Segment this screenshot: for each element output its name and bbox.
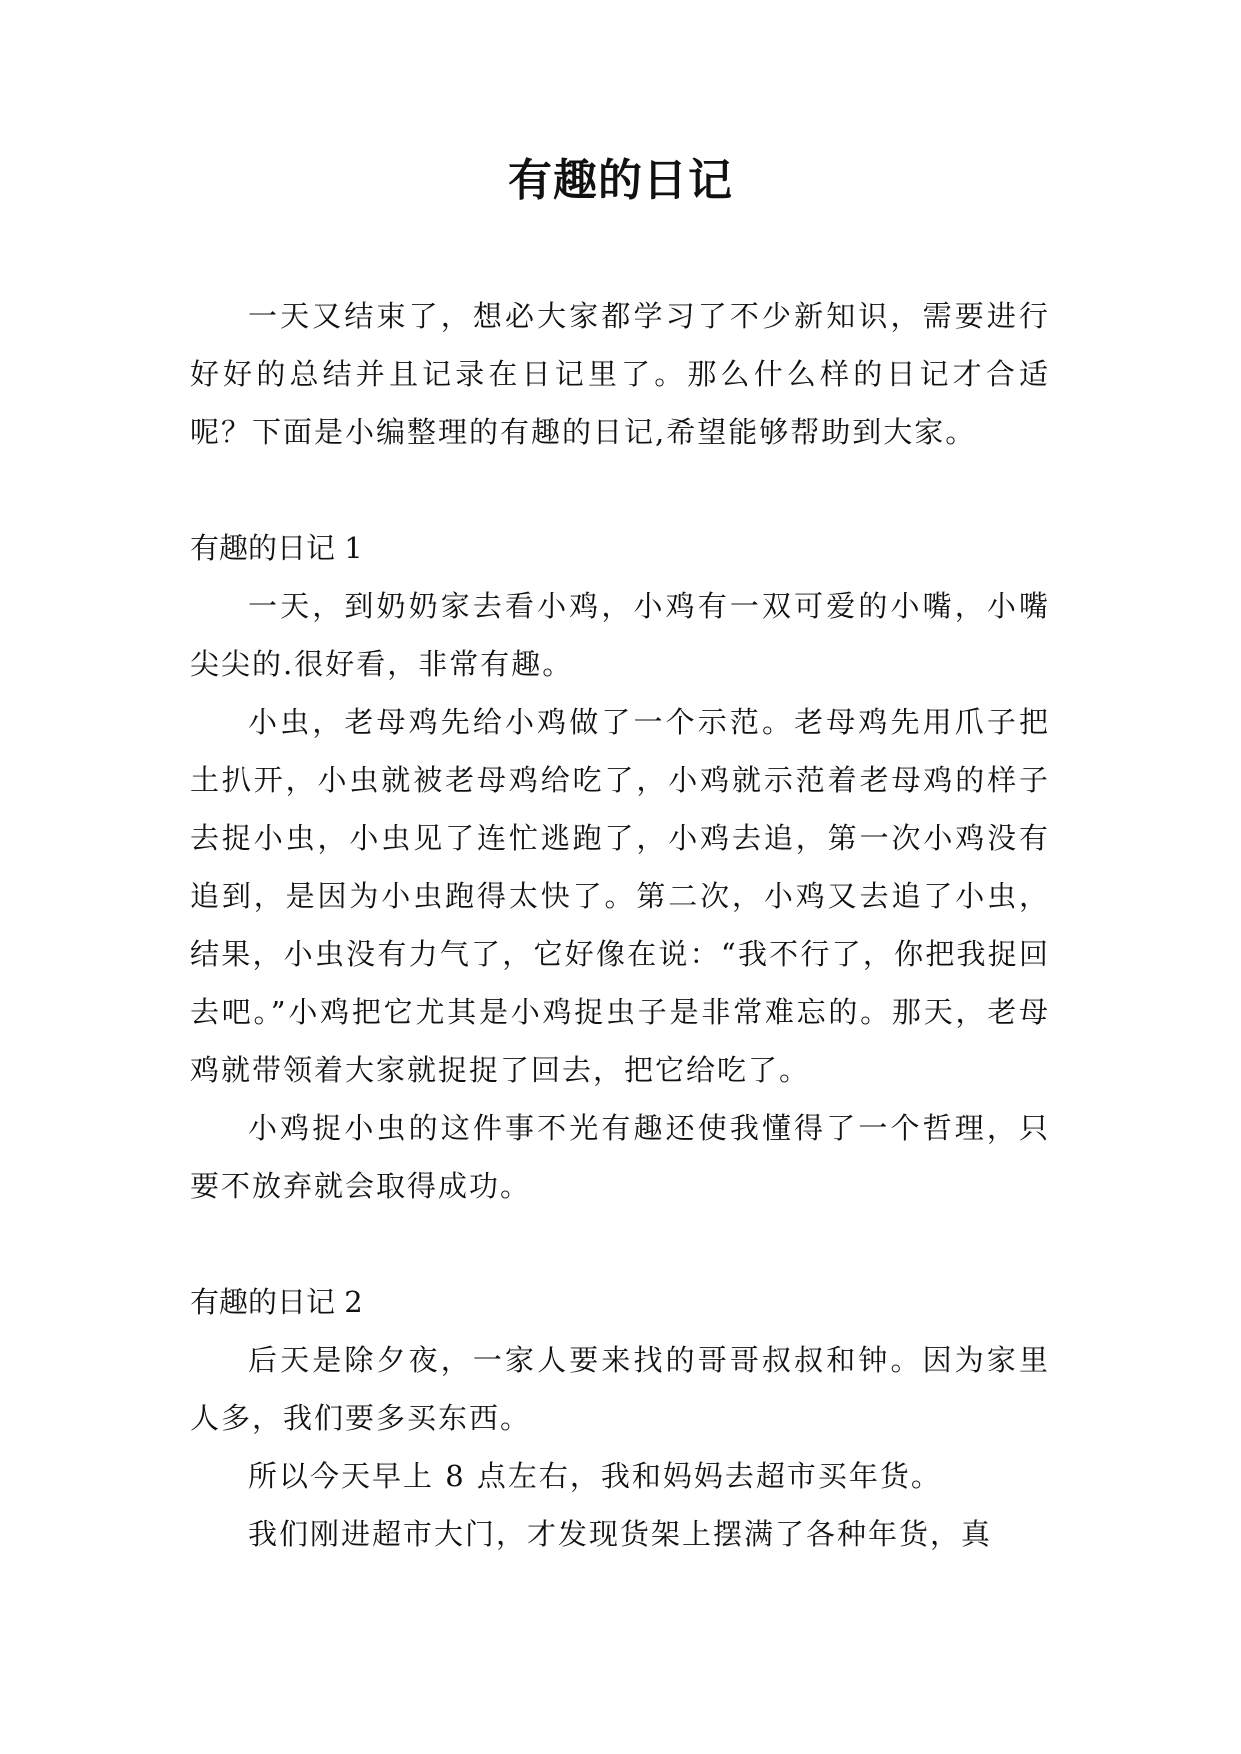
section-1-paragraph-3: 小鸡捉小虫的这件事不光有趣还使我懂得了一个哲理，只要不放弃就会取得成功。 — [190, 1111, 1050, 1203]
document-title: 有趣的日记 — [508, 155, 733, 206]
section-heading-2: 有趣的日记 2 — [190, 1285, 363, 1319]
intro-paragraph: 一天又结束了，想必大家都学习了不少新知识，需要进行好好的总结并且记录在日记里了。那么什么样的日记才合适呢？下面是小编整理的有趣的日记,希望能够帮助到大家。 — [190, 299, 1050, 449]
section-heading-1: 有趣的日记 1 — [190, 531, 363, 565]
section-1-paragraph-2: 小虫，老母鸡先给小鸡做了一个示范。老母鸡先用爪子把土扒开，小虫就被老母鸡给吃了，小鸡就示范着老母鸡的样子去捉小虫，小虫见了连忙逃跑了，小鸡去追，第一次小鸡没有追到，是因为小虫跑得太快了。第二次，小鸡又去追了小虫，结果，小虫没有力气了，它好像在说：“我不行了，你把我捉回去吧。”小鸡把它尤其是小鸡捉虫子是非常难忘的。那天，老母鸡就带领着大家就捉捉了回去，把它给吃了。 — [190, 705, 1050, 1087]
section-2-paragraph-1: 后天是除夕夜，一家人要来找的哥哥叔叔和钟。因为家里人多，我们要多买东西。 — [190, 1343, 1050, 1435]
document-body — [190, 287, 1050, 1563]
section-2-paragraph-2: 所以今天早上 8 点左右，我和妈妈去超市买年货。 — [248, 1459, 942, 1493]
section-2-paragraph-3: 我们刚进超市大门，才发现货架上摆满了各种年货，真 — [248, 1517, 993, 1551]
section-spacer — [190, 1215, 1050, 1273]
section-1-paragraph-1: 一天，到奶奶家去看小鸡，小鸡有一双可爱的小嘴，小嘴尖尖的.很好看，非常有趣。 — [190, 589, 1050, 681]
section-spacer — [190, 461, 1050, 519]
